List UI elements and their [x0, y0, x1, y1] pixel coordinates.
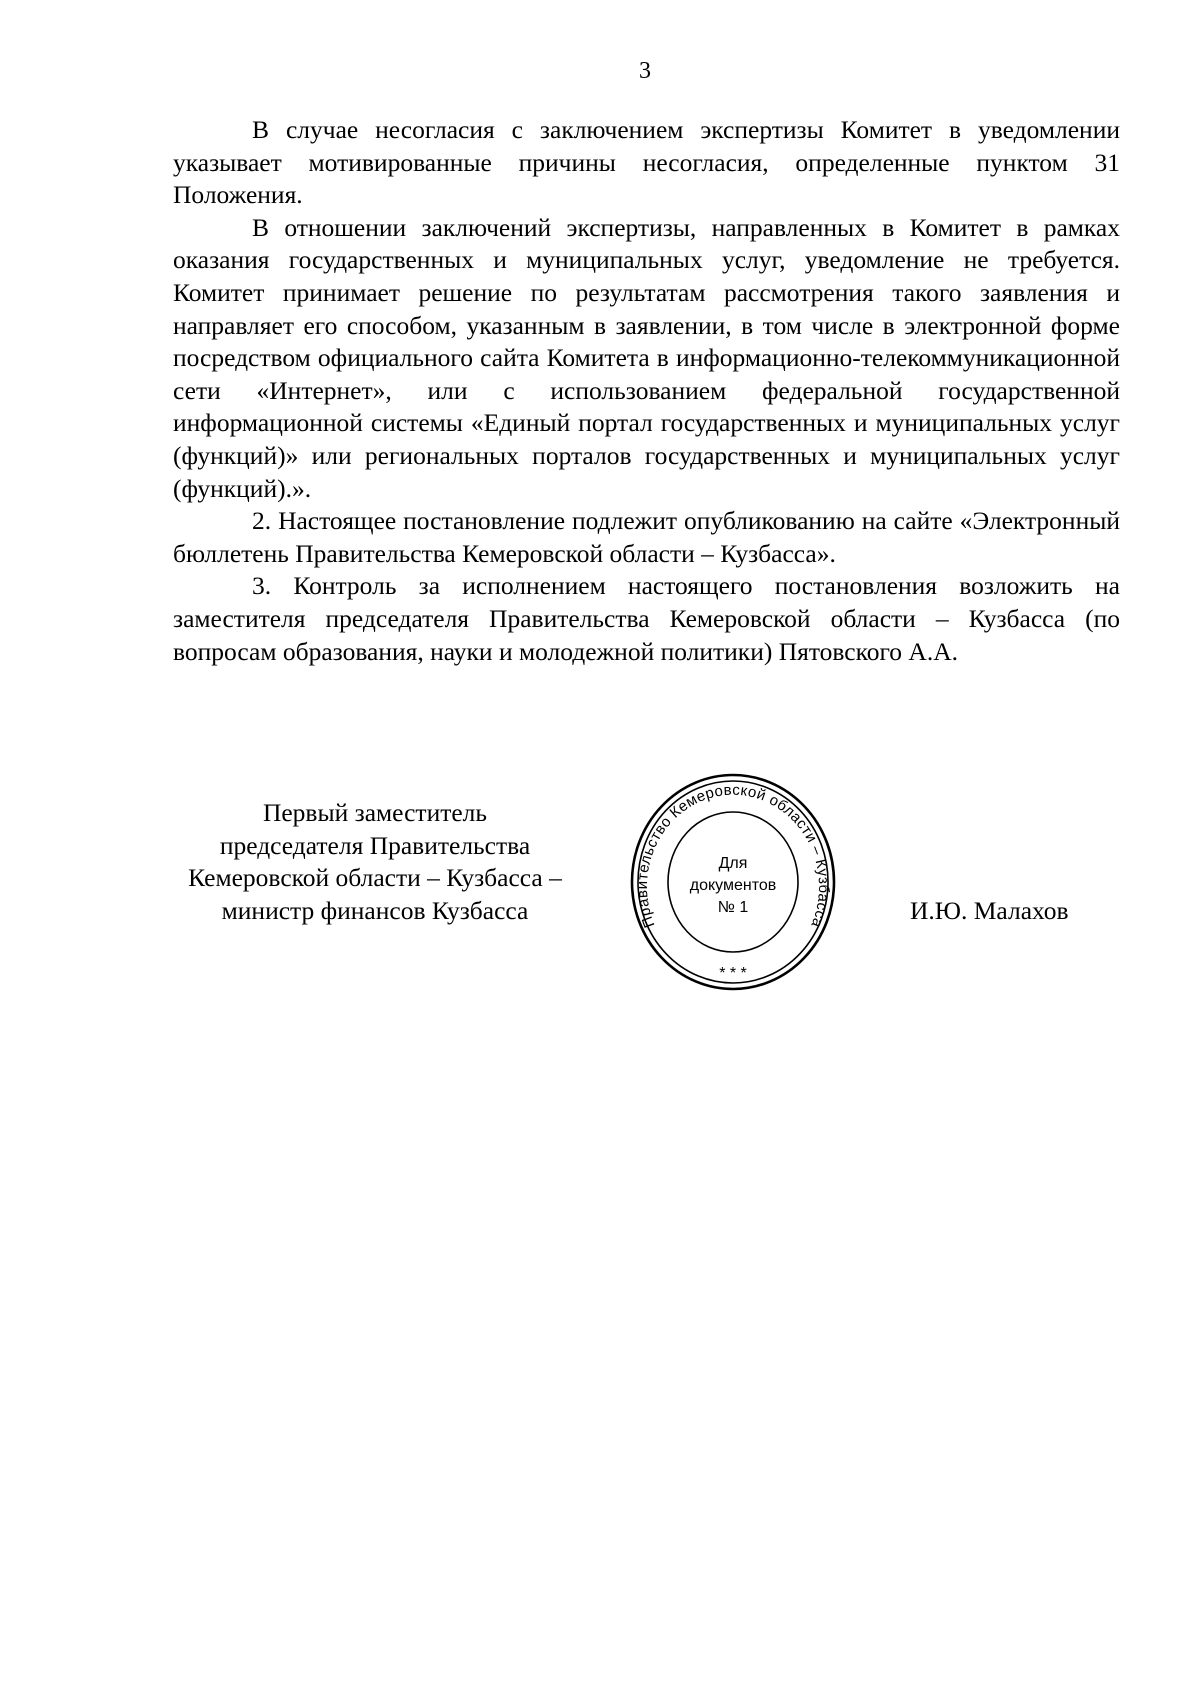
seal-center-line: документов [689, 877, 777, 894]
signatory-position-line: Первый заместитель [262, 798, 488, 827]
seal-stars: * * * [719, 965, 747, 982]
paragraph-control: 3. Контроль за исполнением настоящего постановления возложить на заместителя председателя Правительства Кемеровской области – Кузбасса (по вопросам образования, науки и молодежной политики) Пятовского А.А. [173, 571, 1120, 666]
signatory-position-line: председателя Правительства [219, 830, 531, 860]
seal-center-line: № 1 [717, 899, 749, 916]
signatory-position [162, 797, 588, 927]
signatory-position-line: Кемеровской области – Кузбасса – [188, 863, 562, 893]
page-number: 3 [639, 58, 651, 84]
seal-ring-text: Правительство Кемеровской области – Кузбасса [633, 781, 833, 931]
signatory-position-line: министр финансов Кузбасса [221, 895, 529, 925]
document-body [173, 114, 1120, 668]
paragraph-expertise-conclusions: В отношении заключений экспертизы, направленных в Комитет в рамках оказания государственных и муниципальных услуг, уведомление не требуется. Комитет принимает решение по результатам рассмотрения такого заявления и направляет его способом, указанным в заявлении, в том числе в электронной форме посредством официального сайта Комитета в информационно-телекоммуникационной сети «Интернет», или с использованием федеральной государственной информационной системы «Единый портал государственных и муниципальных услуг (функций)» или региональных порталов государственных и муниципальных услуг (функций).». [173, 212, 1120, 503]
official-seal [628, 771, 838, 993]
paragraph-publication: 2. Настоящее постановление подлежит опубликованию на сайте «Электронный бюллетень Правительства Кемеровской области – Кузбасса». [173, 506, 1120, 568]
signatory-name: И.Ю. Малахов [910, 896, 1069, 925]
paragraph-disagreement: В случае несогласия с заключением экспертизы Комитет в уведомлении указывает мотивированные причины несогласия, определенные пунктом 31 Положения. [173, 115, 1120, 210]
seal-graphic [628, 771, 838, 993]
seal-center-line: Для [718, 855, 748, 872]
